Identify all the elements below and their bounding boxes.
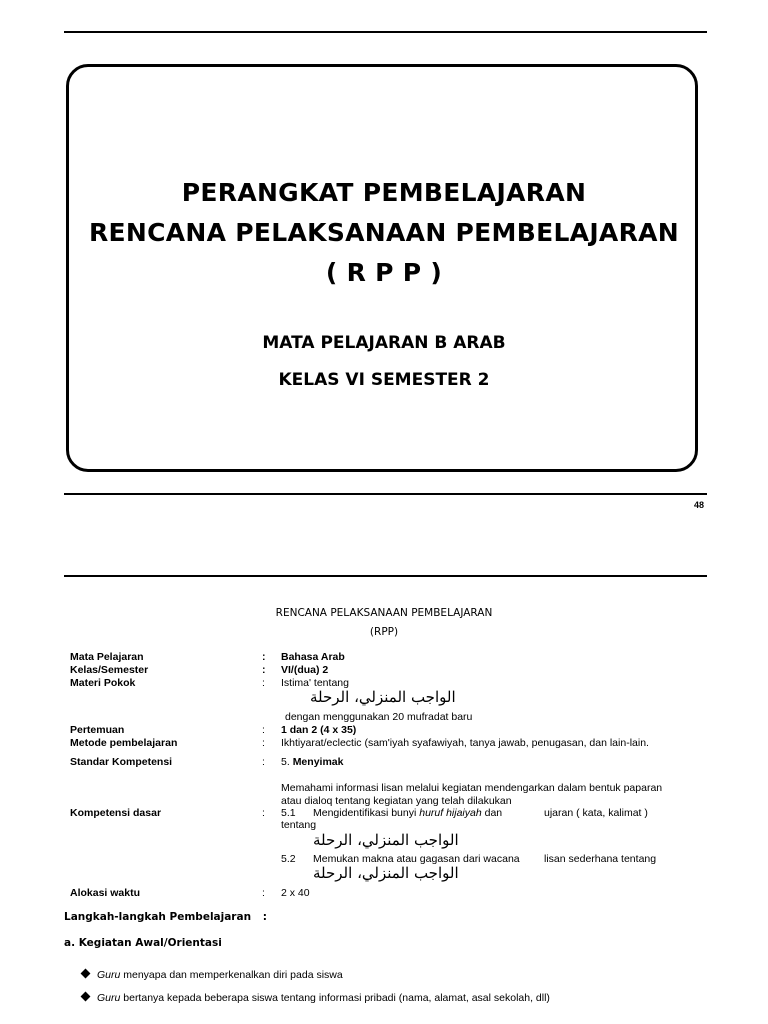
value-metode: Ikhtiyarat/eclectic (sam'iyah syafawiyah, tanya jawab, penugasan, dan lain-lain. [281, 737, 649, 749]
standar-text: Menyimak [292, 756, 344, 768]
colon: : [262, 887, 265, 899]
bullet-subject: Guru [97, 992, 121, 1004]
bullet-subject: Guru [97, 969, 121, 981]
langkah-label: Langkah-langkah Pembelajaran [64, 911, 252, 923]
kompetensi-5-1-text-c: ujaran ( kata, kalimat ) [544, 807, 648, 819]
label-standar: Standar Kompetensi [70, 756, 173, 768]
label-kompetensi: Kompetensi dasar [70, 807, 162, 819]
colon: : [262, 677, 265, 689]
page-number: 48 [693, 500, 704, 510]
materi-note: dengan menggunakan 20 mufradat baru [285, 711, 473, 723]
label-metode: Metode pembelajaran [70, 737, 178, 749]
cover-title-line3: ( R P P ) [325, 258, 443, 287]
value-materi: Istima' tentang [281, 677, 349, 689]
doc-title: RENCANA PELAKSANAAN PEMBELAJARAN [275, 607, 493, 619]
diamond-bullet-icon [81, 969, 91, 979]
kompetensi-5-1-text [313, 807, 502, 819]
bullet-text: menyapa dan memperkenalkan diri pada siswa [120, 969, 343, 981]
kompetensi-5-2-arabic: الواجب المنزلي، الرحلة [313, 864, 459, 882]
k1-text-a: Mengidentifikasi bunyi [313, 807, 420, 819]
kompetensi-5-1-arabic: الواجب المنزلي، الرحلة [313, 831, 459, 849]
bullet-text: bertanya kepada beberapa siswa tentang informasi pribadi (nama, alamat, asal sekolah, dll) [120, 992, 550, 1004]
colon: : [262, 737, 265, 749]
kompetensi-5-1-number: 5.1 [281, 807, 296, 819]
colon: : [262, 724, 265, 736]
colon: : [262, 651, 266, 663]
colon: : [262, 807, 265, 819]
cover-title-line2: RENCANA PELAKSANAAN PEMBELAJARAN [88, 218, 680, 247]
standar-number: 5. [281, 756, 290, 768]
doc-top-rule [64, 575, 707, 577]
k1-text-b: dan [481, 807, 503, 819]
doc-subtitle: (RPP) [369, 626, 399, 638]
list-item [82, 969, 343, 981]
langkah-colon: : [262, 911, 267, 923]
cover-subject: MATA PELAJARAN B ARAB [262, 333, 506, 353]
k1-text-italic: huruf hijaiyah [419, 807, 482, 819]
list-item [82, 992, 550, 1004]
value-pertemuan: 1 dan 2 (4 x 35) [281, 724, 357, 736]
materi-arabic: الواجب المنزلي، الرحلة [310, 688, 456, 706]
value-mata-pelajaran: Bahasa Arab [281, 651, 345, 663]
top-rule [64, 31, 707, 33]
label-mata-pelajaran: Mata Pelajaran [70, 651, 144, 663]
kompetensi-5-2-text-a: Memukan makna atau gagasan dari wacana [313, 853, 520, 865]
kompetensi-5-2-text-b: lisan sederhana tentang [544, 853, 657, 865]
kompetensi-intro-2: atau dialoq tentang kegiatan yang telah dilakukan [281, 795, 512, 807]
kompetensi-5-1-tentang: tentang [281, 819, 317, 831]
label-alokasi: Alokasi waktu [70, 887, 141, 899]
diamond-bullet-icon [81, 992, 91, 1002]
cover-class: KELAS VI SEMESTER 2 [278, 370, 490, 390]
kompetensi-5-2-number: 5.2 [281, 853, 296, 865]
value-alokasi: 2 x 40 [281, 887, 310, 899]
label-materi: Materi Pokok [70, 677, 136, 689]
label-pertemuan: Pertemuan [70, 724, 125, 736]
cover-bottom-rule [64, 493, 707, 495]
kompetensi-intro-1: Memahami informasi lisan melalui kegiatan mendengarkan dalam bentuk paparan [281, 782, 663, 794]
value-standar [281, 756, 343, 768]
section-a-heading: a. Kegiatan Awal/Orientasi [64, 937, 222, 949]
colon: : [262, 756, 265, 768]
label-kelas: Kelas/Semester [70, 664, 149, 676]
langkah-heading [64, 911, 267, 923]
cover-title-line1: PERANGKAT PEMBELAJARAN [181, 178, 587, 207]
colon: : [262, 664, 266, 676]
value-kelas: VI/(dua) 2 [281, 664, 329, 676]
